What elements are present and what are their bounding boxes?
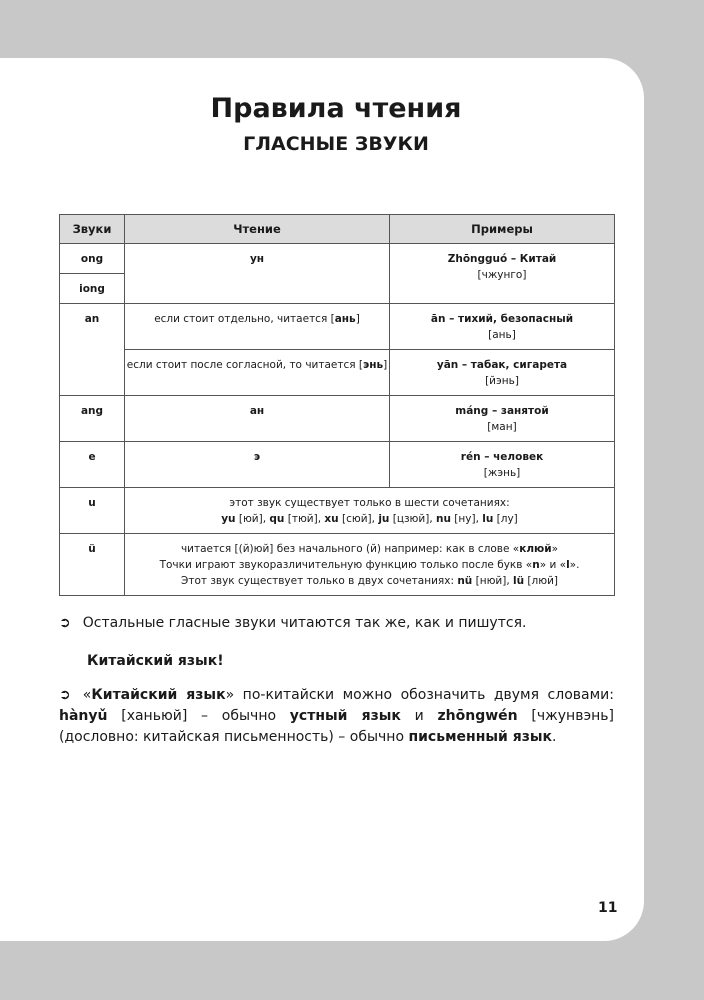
paragraph-bold: устный язык [289,708,401,724]
paragraph-text: и [400,708,438,724]
pinyin-combo: ju [378,513,390,525]
example-word: ān – тихий, безопасный [430,313,574,325]
reading-text: если стоит после согласной, то читается [ [126,359,363,371]
table-row [60,534,615,596]
table-row [60,304,615,350]
header-reading: Чтение [125,215,390,244]
example-cell [390,442,615,488]
reading-text: читается [(й)юй] без начального (й) например: как в слове « [180,543,520,555]
example-word: máng – занятой [455,405,549,417]
combo-transcription: [юй], [235,513,270,525]
paragraph-text: [чжунвэнь] (дословно: китайская письменность) – обычно [59,708,614,745]
reading-text: [люй] [524,575,558,587]
paragraph-text: [ханьюй] – обычно [107,708,290,724]
reading-text: этот звук существует только в шести сочетаниях: [229,497,510,509]
pinyin-combo: xu [324,513,339,525]
paragraph-text: » по-китайски можно обозначить двумя словами: [225,687,614,703]
example-cell [390,350,615,396]
reading-cell: ан [125,396,390,442]
combo-transcription: [тюй], [284,513,325,525]
reading-cell [125,304,390,350]
sound-cell: ang [60,396,125,442]
example-transcription: [жэнь] [483,467,521,479]
reading-cell: э [125,442,390,488]
example-transcription: [чжунго] [477,269,527,281]
table-row [60,350,615,396]
reading-bold: lü [513,575,525,587]
reading-text: Точки играют звукоразличительную функцию только после букв « [159,559,533,571]
sound-cell: an [60,304,125,396]
reading-text: [нюй], [472,575,514,587]
paragraph-bold: Китайский язык [91,687,226,703]
reading-text: » и « [539,559,567,571]
table-row [60,488,615,534]
table-header-row [60,215,615,244]
reading-text: » [551,543,559,555]
sound-cell: iong [60,274,125,304]
sound-cell: e [60,442,125,488]
page [0,58,644,941]
page-title: Правила чтения [210,93,462,124]
paragraph-text: . [552,729,557,745]
paragraph-chinese-language [59,685,614,748]
example-word: yān – табак, сигарета [436,359,568,371]
example-cell [390,396,615,442]
pinyin-combo: nu [436,513,451,525]
arrow-icon: ➲ [59,615,71,631]
vowels-table [59,214,615,596]
reading-line [126,557,613,573]
example-transcription: [ман] [487,421,517,433]
header-sounds: Звуки [60,215,125,244]
reading-cell [125,350,390,396]
table-row [60,396,615,442]
reading-text: ». [569,559,580,571]
reading-cell [125,488,615,534]
example-cell [390,304,615,350]
combo-transcription: [цзюй], [389,513,436,525]
table-row [60,442,615,488]
reading-bold: l [566,559,570,571]
paragraph-text: Остальные гласные звуки читаются так же, как и пишутся. [82,615,527,631]
reading-text: Этот звук существует только в двух сочетаниях: [181,575,458,587]
reading-line [126,541,613,557]
reading-text: ] [383,359,388,371]
example-transcription: [ань] [488,329,516,341]
paragraph-text: « [82,687,92,703]
example-word: Zhōngguó – Китай [447,253,557,265]
pinyin-combo: qu [269,513,285,525]
reading-bold: ань [334,313,356,325]
reading-cell [125,534,615,596]
section-heading: Китайский язык! [87,653,224,669]
pinyin-combo: lu [482,513,494,525]
reading-cell: ун [125,244,390,304]
paragraph-bold: hànyǔ [59,708,108,724]
reading-bold: n [532,559,540,571]
paragraph-bold: письменный язык [408,729,553,745]
reading-bold: энь [363,359,384,371]
sound-cell: ong [60,244,125,274]
reading-bold: клюй [519,543,552,555]
reading-text: ] [355,313,360,325]
sound-cell: u [60,488,125,534]
header-examples: Примеры [390,215,615,244]
page-number: 11 [598,900,618,916]
pinyin-combo: yu [221,513,236,525]
example-cell [390,244,615,304]
paragraph-bold: zhōngwén [437,708,518,724]
sound-cell: ü [60,534,125,596]
reading-text: если стоит отдельно, читается [ [154,313,335,325]
combo-transcription: [лу] [493,513,518,525]
paragraph-other-vowels [59,613,614,634]
reading-bold: nü [457,575,473,587]
reading-line [126,573,613,589]
page-subtitle: ГЛАСНЫЕ ЗВУКИ [243,133,429,155]
u-combinations [126,511,613,527]
table-row [60,244,615,274]
arrow-icon: ➲ [59,687,71,703]
combo-transcription: [ну], [450,513,483,525]
example-word: rén – человек [460,451,544,463]
combo-transcription: [сюй], [338,513,379,525]
example-transcription: [йэнь] [485,375,519,387]
